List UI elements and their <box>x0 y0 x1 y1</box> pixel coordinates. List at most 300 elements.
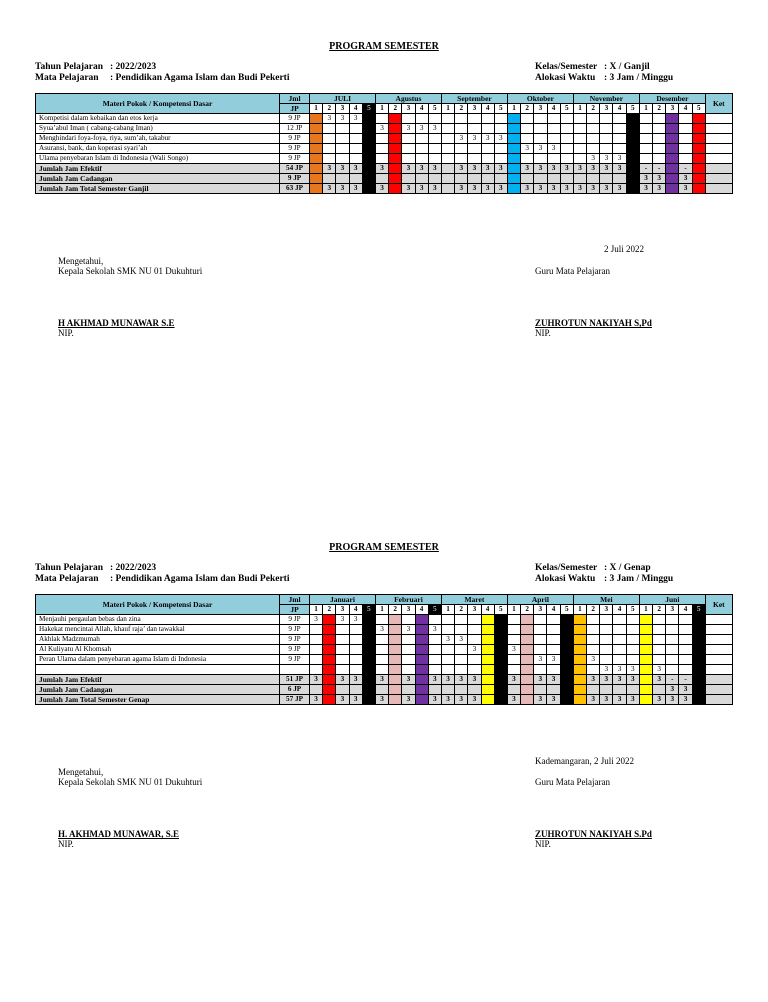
header-month: Mei <box>573 595 639 605</box>
alokasi-value: : 3 Jam / Minggu <box>604 73 674 83</box>
week-cell <box>375 635 388 645</box>
header-month: JULI <box>310 94 376 104</box>
week-cell <box>389 164 402 174</box>
week-cell: 3 <box>626 675 639 685</box>
materi-cell <box>36 665 280 675</box>
header-week: 3 <box>402 605 415 615</box>
week-cell: 3 <box>375 625 388 635</box>
week-cell <box>639 615 652 625</box>
week-cell <box>692 124 705 134</box>
header-week: 1 <box>507 605 520 615</box>
week-cell <box>507 134 520 144</box>
week-cell <box>626 174 639 184</box>
week-cell <box>507 635 520 645</box>
week-cell <box>441 625 454 635</box>
week-cell: 3 <box>613 164 626 174</box>
jp-cell: 9 JP <box>280 174 310 184</box>
week-cell <box>639 635 652 645</box>
week-cell <box>389 675 402 685</box>
jp-cell: 9 JP <box>280 615 310 625</box>
week-cell <box>639 134 652 144</box>
table-row <box>36 645 733 655</box>
header-month: September <box>441 94 507 104</box>
week-cell <box>349 134 362 144</box>
week-cell <box>521 615 534 625</box>
week-cell <box>692 635 705 645</box>
week-cell <box>402 685 415 695</box>
week-cell <box>573 625 586 635</box>
week-cell <box>481 174 494 184</box>
header-month: Maret <box>441 595 507 605</box>
week-cell <box>375 114 388 124</box>
week-cell <box>547 645 560 655</box>
week-cell <box>389 665 402 675</box>
guru-nip: NIP. <box>535 328 551 338</box>
week-cell <box>323 134 336 144</box>
week-cell: 3 <box>428 675 441 685</box>
week-cell: 3 <box>534 695 547 705</box>
week-cell <box>349 174 362 184</box>
week-cell <box>560 665 573 675</box>
header-week: 2 <box>455 605 468 615</box>
week-cell <box>534 154 547 164</box>
kepala-nip: NIP. <box>58 328 74 338</box>
week-cell <box>573 114 586 124</box>
week-cell <box>310 635 323 645</box>
ket-cell <box>705 134 732 144</box>
week-cell <box>507 154 520 164</box>
week-cell <box>415 685 428 695</box>
week-cell <box>600 655 613 665</box>
week-cell: 3 <box>547 144 560 154</box>
week-cell <box>653 635 666 645</box>
week-cell <box>428 144 441 154</box>
week-cell: 3 <box>547 655 560 665</box>
week-cell: 3 <box>441 635 454 645</box>
table-row <box>36 635 733 645</box>
week-cell <box>310 124 323 134</box>
week-cell <box>587 114 600 124</box>
week-cell <box>362 144 375 154</box>
week-cell <box>494 645 507 655</box>
week-cell: 3 <box>600 675 613 685</box>
week-cell <box>534 134 547 144</box>
week-cell <box>573 144 586 154</box>
week-cell <box>653 124 666 134</box>
week-cell <box>587 134 600 144</box>
week-cell <box>362 635 375 645</box>
header-week: 3 <box>468 104 481 114</box>
header-week: 3 <box>336 104 349 114</box>
week-cell: 3 <box>560 184 573 194</box>
week-cell: 3 <box>521 164 534 174</box>
header-month: Desember <box>639 94 705 104</box>
jp-cell: 9 JP <box>280 134 310 144</box>
week-cell <box>336 655 349 665</box>
mapel-value: : Pendidikan Agama Islam dan Budi Pekerti <box>110 574 290 584</box>
week-cell: 3 <box>639 174 652 184</box>
mapel-value: : Pendidikan Agama Islam dan Budi Pekerti <box>110 73 290 83</box>
week-cell: 3 <box>323 184 336 194</box>
week-cell <box>679 134 692 144</box>
week-cell <box>521 134 534 144</box>
week-cell <box>626 645 639 655</box>
week-cell: 3 <box>507 645 520 655</box>
week-cell <box>336 645 349 655</box>
week-cell <box>402 635 415 645</box>
materi-cell: Menghindari foya-foya, riya, sum’ah, takabur <box>36 134 280 144</box>
header-month: April <box>507 595 573 605</box>
header-month: Agustus <box>375 94 441 104</box>
tahun-value: : 2022/2023 <box>110 62 157 72</box>
week-cell <box>362 695 375 705</box>
week-cell <box>494 144 507 154</box>
week-cell <box>362 675 375 685</box>
week-cell <box>600 645 613 655</box>
week-cell <box>468 615 481 625</box>
week-cell <box>481 635 494 645</box>
week-cell <box>692 695 705 705</box>
week-cell <box>428 655 441 665</box>
week-cell <box>349 655 362 665</box>
header-week: 5 <box>626 605 639 615</box>
header-row-months <box>36 94 733 104</box>
week-cell <box>375 154 388 164</box>
week-cell: 3 <box>534 675 547 685</box>
week-cell <box>666 645 679 655</box>
week-cell <box>428 114 441 124</box>
week-cell <box>310 154 323 164</box>
week-cell: 3 <box>310 695 323 705</box>
ket-cell <box>705 625 732 635</box>
week-cell <box>415 134 428 144</box>
week-cell <box>639 675 652 685</box>
week-cell <box>639 625 652 635</box>
week-cell: 3 <box>375 124 388 134</box>
week-cell <box>573 124 586 134</box>
ket-cell <box>705 645 732 655</box>
week-cell <box>349 645 362 655</box>
week-cell: 3 <box>415 184 428 194</box>
week-cell <box>349 665 362 675</box>
week-cell <box>534 174 547 184</box>
week-cell: 3 <box>402 695 415 705</box>
week-cell <box>547 154 560 164</box>
week-cell <box>481 695 494 705</box>
week-cell <box>521 685 534 695</box>
week-cell <box>587 665 600 675</box>
week-cell: 3 <box>600 665 613 675</box>
mapel-label: Mata Pelajaran <box>35 73 99 83</box>
kelas-value: : X / Genap <box>604 563 651 573</box>
materi-cell: Jumlah Jam Cadangan <box>36 174 280 184</box>
header-week: 3 <box>402 104 415 114</box>
week-cell <box>653 655 666 665</box>
header-week: 5 <box>362 104 375 114</box>
week-cell <box>402 134 415 144</box>
mapel-label: Mata Pelajaran <box>35 574 99 584</box>
header-week: 1 <box>310 104 323 114</box>
week-cell <box>560 645 573 655</box>
week-cell <box>547 625 560 635</box>
week-cell <box>310 144 323 154</box>
week-cell <box>547 114 560 124</box>
week-cell: 3 <box>560 164 573 174</box>
header-row-months <box>36 595 733 605</box>
week-cell: 3 <box>521 144 534 154</box>
week-cell: 3 <box>613 675 626 685</box>
week-cell: 3 <box>494 164 507 174</box>
week-cell: 3 <box>547 695 560 705</box>
header-week: 1 <box>375 104 388 114</box>
week-cell <box>310 665 323 675</box>
tahun-label: Tahun Pelajaran <box>35 563 104 573</box>
guru-name: ZUHROTUN NAKIYAH S,Pd <box>535 318 652 328</box>
week-cell <box>560 174 573 184</box>
week-cell: 3 <box>428 124 441 134</box>
week-cell: 3 <box>613 154 626 164</box>
week-cell <box>375 144 388 154</box>
jp-cell: 9 JP <box>280 114 310 124</box>
week-cell <box>560 625 573 635</box>
ket-cell <box>705 144 732 154</box>
week-cell <box>587 144 600 154</box>
header-week: 5 <box>692 104 705 114</box>
week-cell: 3 <box>441 675 454 685</box>
alokasi-label: Alokasi Waktu <box>535 73 596 83</box>
week-cell: 3 <box>587 184 600 194</box>
kelas-label: Kelas/Semester <box>535 563 598 573</box>
week-cell <box>428 645 441 655</box>
jp-cell: 12 JP <box>280 124 310 134</box>
week-cell <box>494 625 507 635</box>
week-cell: 3 <box>600 164 613 174</box>
header-week: 2 <box>587 104 600 114</box>
header-week: 1 <box>310 605 323 615</box>
materi-cell: Hakekat mencintai Allah, khauf raja’ dan tawakkal <box>36 625 280 635</box>
header-week: 2 <box>455 104 468 114</box>
week-cell <box>692 655 705 665</box>
header-week: 3 <box>534 605 547 615</box>
jp-cell: 9 JP <box>280 645 310 655</box>
week-cell <box>507 655 520 665</box>
kepala-sekolah-label: Kepala Sekolah SMK NU 01 Dukuhturi <box>58 266 203 276</box>
week-cell <box>336 144 349 154</box>
page-title-genap: PROGRAM SEMESTER <box>329 542 439 553</box>
week-cell <box>587 124 600 134</box>
week-cell <box>481 655 494 665</box>
week-cell: 3 <box>375 184 388 194</box>
week-cell <box>613 655 626 665</box>
week-cell <box>626 625 639 635</box>
week-cell <box>441 164 454 174</box>
week-cell <box>362 645 375 655</box>
week-cell <box>402 655 415 665</box>
table-row <box>36 685 733 695</box>
week-cell <box>323 675 336 685</box>
week-cell <box>600 134 613 144</box>
week-cell <box>692 114 705 124</box>
week-cell: 3 <box>336 615 349 625</box>
week-cell <box>375 615 388 625</box>
week-cell <box>507 665 520 675</box>
materi-cell: Menjauhi pergaulan bebas dan zina <box>36 615 280 625</box>
week-cell: 3 <box>402 675 415 685</box>
alokasi-label: Alokasi Waktu <box>535 574 596 584</box>
week-cell <box>679 635 692 645</box>
week-cell <box>323 645 336 655</box>
week-cell <box>362 164 375 174</box>
header-week: 5 <box>692 605 705 615</box>
week-cell <box>441 685 454 695</box>
week-cell: - <box>653 164 666 174</box>
table-row <box>36 615 733 625</box>
jp-cell: 9 JP <box>280 144 310 154</box>
week-cell <box>441 154 454 164</box>
week-cell <box>323 154 336 164</box>
week-cell <box>455 124 468 134</box>
week-cell <box>560 655 573 665</box>
week-cell <box>481 685 494 695</box>
mengetahui-label: Mengetahui, <box>58 256 104 266</box>
week-cell <box>507 615 520 625</box>
week-cell <box>653 685 666 695</box>
table-row <box>36 154 733 164</box>
week-cell: 3 <box>547 184 560 194</box>
week-cell <box>389 144 402 154</box>
week-cell <box>323 124 336 134</box>
week-cell <box>666 144 679 154</box>
week-cell <box>666 134 679 144</box>
week-cell <box>600 124 613 134</box>
week-cell <box>310 174 323 184</box>
week-cell: 3 <box>653 675 666 685</box>
week-cell: 3 <box>428 184 441 194</box>
table-row <box>36 174 733 184</box>
table-row <box>36 665 733 675</box>
week-cell <box>362 685 375 695</box>
week-cell <box>375 174 388 184</box>
week-cell <box>323 144 336 154</box>
week-cell <box>441 134 454 144</box>
week-cell <box>573 675 586 685</box>
week-cell <box>666 184 679 194</box>
jp-cell: 63 JP <box>280 184 310 194</box>
week-cell <box>534 635 547 645</box>
week-cell <box>573 655 586 665</box>
week-cell: 3 <box>468 164 481 174</box>
week-cell <box>336 134 349 144</box>
header-week: 4 <box>415 104 428 114</box>
week-cell: 3 <box>679 685 692 695</box>
week-cell: 3 <box>587 164 600 174</box>
header-week: 2 <box>521 605 534 615</box>
week-cell <box>692 685 705 695</box>
week-cell <box>507 144 520 154</box>
guru-name: ZUHROTUN NAKIYAH S.Pd <box>535 829 652 839</box>
week-cell <box>613 615 626 625</box>
week-cell <box>573 645 586 655</box>
week-cell <box>402 174 415 184</box>
ket-cell <box>705 124 732 134</box>
week-cell <box>323 615 336 625</box>
jp-cell <box>280 665 310 675</box>
header-week: 5 <box>428 605 441 615</box>
week-cell <box>336 635 349 645</box>
week-cell <box>521 645 534 655</box>
week-cell <box>560 144 573 154</box>
ket-cell <box>705 154 732 164</box>
week-cell <box>323 665 336 675</box>
materi-cell: Peran Ulama dalam penyebaran agama Islam di Indonesia <box>36 655 280 665</box>
week-cell <box>639 114 652 124</box>
week-cell <box>521 675 534 685</box>
week-cell <box>402 154 415 164</box>
week-cell <box>547 134 560 144</box>
week-cell <box>415 655 428 665</box>
week-cell <box>692 675 705 685</box>
week-cell <box>349 124 362 134</box>
tahun-label: Tahun Pelajaran <box>35 62 104 72</box>
week-cell <box>415 615 428 625</box>
week-cell <box>521 635 534 645</box>
week-cell <box>310 164 323 174</box>
week-cell <box>613 124 626 134</box>
mengetahui-label: Mengetahui, <box>58 767 104 777</box>
kelas-value: : X / Ganjil <box>604 62 650 72</box>
week-cell: 3 <box>349 114 362 124</box>
week-cell: 3 <box>494 184 507 194</box>
week-cell <box>336 124 349 134</box>
week-cell <box>626 164 639 174</box>
header-week: 1 <box>639 605 652 615</box>
week-cell <box>547 635 560 645</box>
week-cell: 3 <box>310 675 323 685</box>
week-cell: 3 <box>626 665 639 675</box>
week-cell <box>573 665 586 675</box>
week-cell <box>639 645 652 655</box>
week-cell: 3 <box>494 134 507 144</box>
week-cell <box>323 695 336 705</box>
week-cell <box>362 174 375 184</box>
header-week: 3 <box>534 104 547 114</box>
week-cell <box>402 144 415 154</box>
header-month: Oktober <box>507 94 573 104</box>
week-cell <box>626 615 639 625</box>
week-cell <box>323 625 336 635</box>
week-cell <box>613 174 626 184</box>
week-cell <box>494 685 507 695</box>
week-cell <box>415 665 428 675</box>
materi-cell: Al Kuliyatu Al Khomsah <box>36 645 280 655</box>
week-cell <box>402 114 415 124</box>
week-cell: 3 <box>534 164 547 174</box>
week-cell <box>455 144 468 154</box>
week-cell <box>349 144 362 154</box>
header-week: 1 <box>507 104 520 114</box>
week-cell <box>573 154 586 164</box>
materi-cell: Kompetisi dalam kebaikan dan etos kerja <box>36 114 280 124</box>
week-cell: 3 <box>468 134 481 144</box>
week-cell: 3 <box>336 114 349 124</box>
table-row <box>36 124 733 134</box>
week-cell <box>521 174 534 184</box>
week-cell <box>336 174 349 184</box>
week-cell <box>441 144 454 154</box>
week-cell <box>481 675 494 685</box>
week-cell: 3 <box>666 685 679 695</box>
week-cell <box>494 124 507 134</box>
